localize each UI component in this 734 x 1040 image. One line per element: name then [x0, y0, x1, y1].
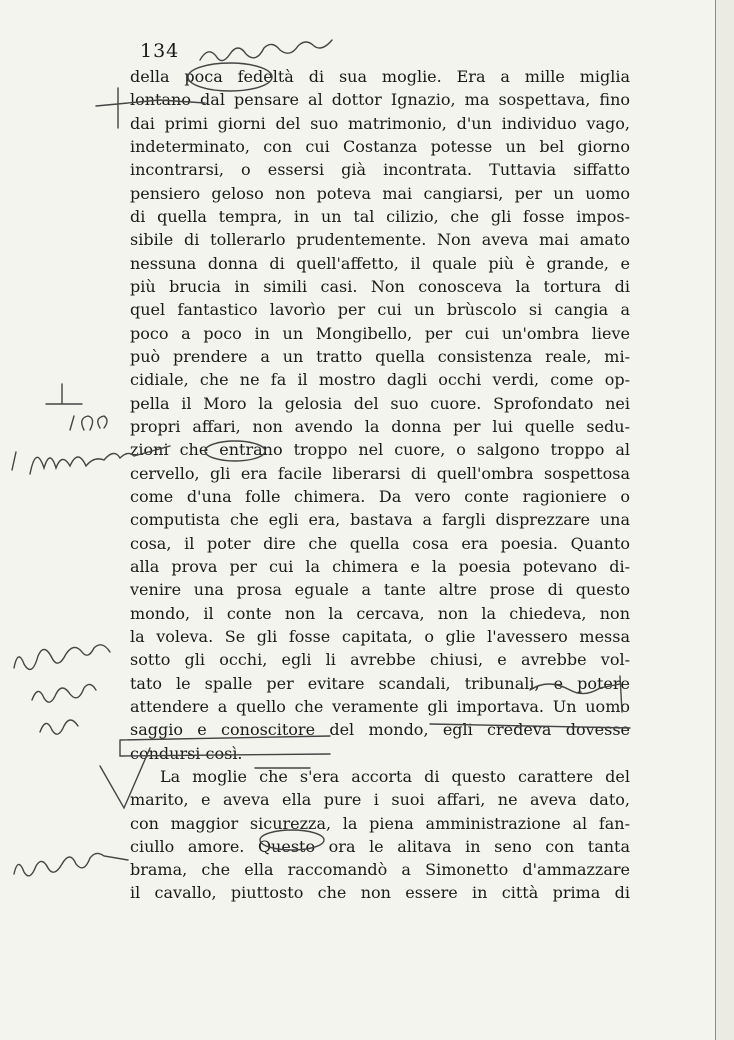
annotation-scribble-top: [200, 40, 332, 61]
text-line: cosa, il poter dire che quella cosa era poesia. Quanto: [130, 533, 630, 553]
text-line: tato le spalle per evitare scandali, tribunali, e potere: [130, 673, 630, 693]
body-text: [130, 65, 630, 905]
text-line: marito, e aveva ella pure i suoi affari, ne aveva dato,: [130, 790, 630, 810]
text-line: cervello, gli era facile liberarsi di quell'ombra sospettosa: [130, 463, 630, 483]
page-edge: [715, 0, 734, 1040]
text-line: sotto gli occhi, egli li avrebbe chiusi, e avrebbe vol-: [130, 650, 630, 670]
text-line: più brucia in simili casi. Non conosceva la tortura di: [130, 276, 630, 296]
text-line: con maggior sicurezza, la piena amministrazione al fan-: [130, 813, 630, 833]
annotation-perp: [46, 384, 82, 404]
annotation-note-3: [40, 720, 78, 734]
text-line: propri affari, non avendo la donna per lui quelle sedu-: [130, 416, 630, 436]
text-line: zioni che entrano troppo nel cuore, o salgono troppo al: [130, 440, 630, 460]
text-line: saggio e conoscitore del mondo, egli credeva dovesse: [130, 720, 630, 740]
text-line: cidiale, che ne fa il mostro dagli occhi verdi, come op-: [130, 370, 630, 390]
text-line: di quella tempra, in un tal cilizio, che gli fosse impos-: [130, 206, 630, 226]
text-line: nessuna donna di quell'affetto, il quale più è grande, e: [130, 253, 630, 273]
annotation-note-2: [32, 684, 96, 702]
text-line: quel fantastico lavorìo per cui un brùscolo si cangia a: [130, 300, 630, 320]
text-line: venire una prosa eguale a tante altre prose di questo: [130, 580, 630, 600]
annotation-note-4: [14, 853, 128, 875]
text-line: brama, che ella raccomandò a Simonetto d'ammazzare: [130, 860, 630, 880]
text-line: incontrarsi, o essersi già incontrata. Tuttavia siffatto: [130, 160, 630, 180]
text-line: il cavallo, piuttosto che non essere in città prima di: [130, 883, 630, 903]
annotation-note-1: [14, 645, 110, 670]
text-line: indeterminato, con cui Costanza potesse un bel giorno: [130, 136, 630, 156]
text-line: lontano dal pensare al dottor Ignazio, ma sospettava, fino: [130, 90, 630, 110]
text-line: computista che egli era, bastava a fargli disprezzare una: [130, 510, 630, 530]
text-line: poco a poco in un Mongibello, per cui un'ombra lieve: [130, 323, 630, 343]
text-line: la voleva. Se gli fosse capitata, o glie l'avessero messa: [130, 626, 630, 646]
page-number: 134: [140, 40, 180, 62]
text-line: alla prova per cui la chimera e la poesia potevano di-: [130, 556, 630, 576]
text-line: attendere a quello che veramente gli importava. Un uomo: [130, 696, 630, 716]
text-line: mondo, il conte non la cercava, non la chiedeva, non: [130, 603, 630, 623]
text-line: pella il Moro la gelosia del suo cuore. Sprofondato nei: [130, 393, 630, 413]
text-line: condursi così.: [130, 743, 243, 763]
text-line: ciullo amore. Questo ora le alitava in seno con tanta: [130, 836, 630, 856]
text-line: dai primi giorni del suo matrimonio, d'un individuo vago,: [130, 113, 630, 133]
text-line: come d'una folle chimera. Da vero conte ragioniere o: [130, 486, 630, 506]
text-line: della poca fedeltà di sua moglie. Era a mille miglia: [130, 67, 630, 86]
text-line: La moglie che s'era accorta di questo carattere del: [160, 766, 630, 786]
text-line: può prendere a un tratto quella consistenza reale, mi-: [130, 346, 630, 366]
text-line: pensiero geloso non poteva mai cangiarsi, per un uomo: [130, 183, 630, 203]
annotation-word-1: [70, 416, 107, 430]
text-line: sibile di tollerarlo prudentemente. Non aveva mai amato: [130, 230, 630, 250]
